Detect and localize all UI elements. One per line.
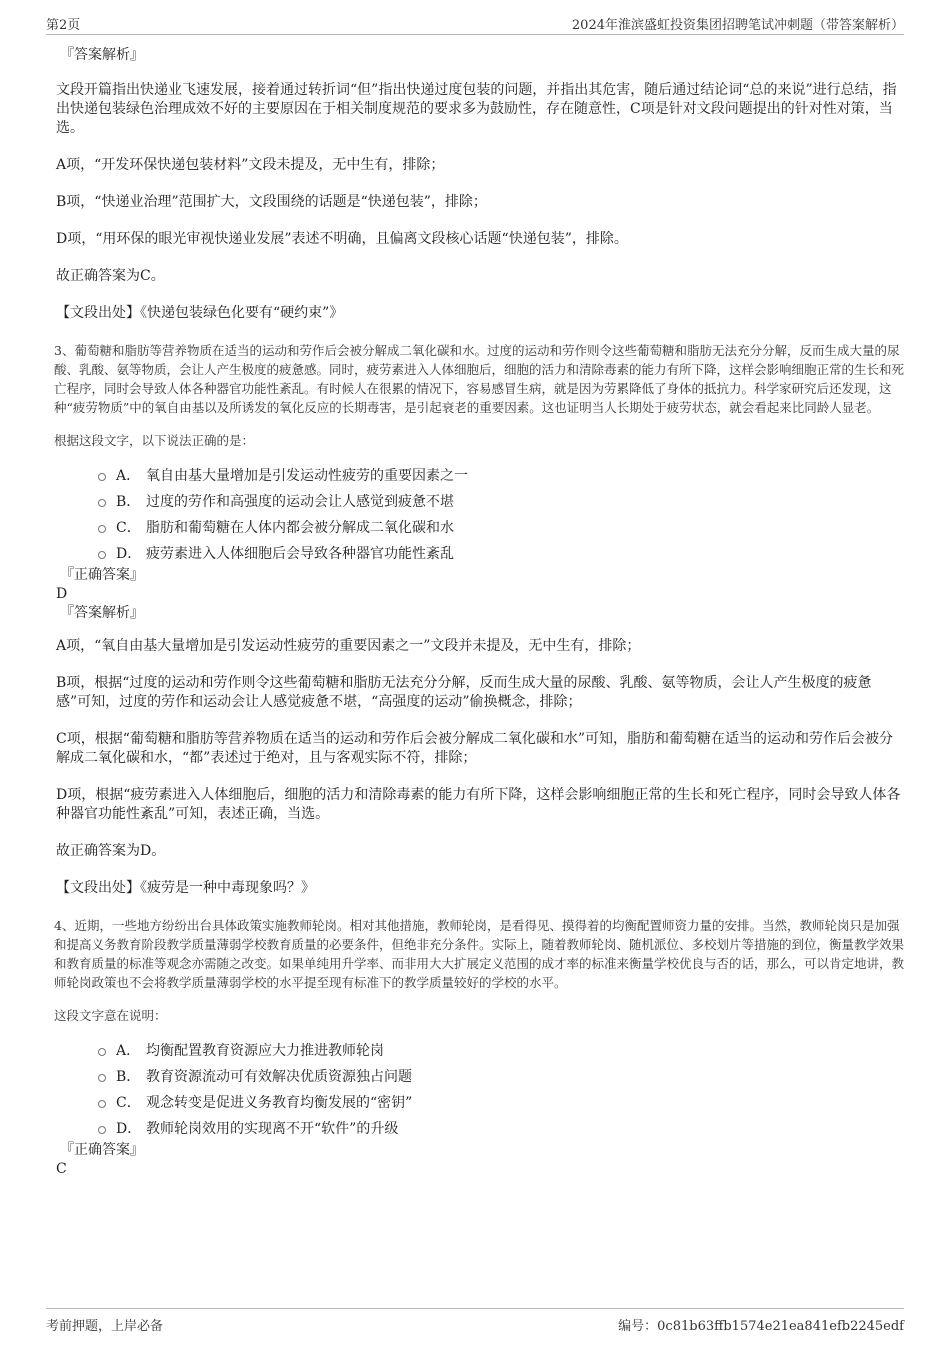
- page-footer: [46, 1308, 904, 1337]
- option-text: 观念转变是促进义务教育均衡发展的“密钥”: [146, 1095, 413, 1111]
- q3-option-b-analysis: B项，根据“过度的运动和劳作则令这些葡萄糖和脂肪无法充分分解，反而生成大量的尿酸、乳酸、氨等物质，会让人产生极度的疲惫感”可知，过度的劳作和运动会让人感觉疲惫不堪，“高强度的运动”偷换概念，排除；: [56, 675, 872, 710]
- q3-option-d-analysis: D项，根据“疲劳素进入人体细胞后，细胞的活力和清除毒素的能力有所下降，这样会影响细胞正常的生长和死亡程序，同时会导致人体各种器官功能性紊乱”可知，表述正确，当选。: [56, 787, 901, 822]
- document-title: 2024年淮滨盛虹投资集团招聘笔试冲刺题（带答案解析）: [571, 18, 904, 33]
- q3-option-b[interactable]: [98, 488, 904, 514]
- q3-option-a[interactable]: [98, 462, 904, 488]
- q3-conclusion: 故正确答案为D。: [56, 843, 166, 859]
- q4-correct-label: 『正确答案』: [60, 1142, 144, 1158]
- option-text: 脂肪和葡萄糖在人体内都会被分解成二氧化碳和水: [146, 520, 454, 536]
- option-letter: B．: [116, 494, 141, 510]
- option-letter: D．: [116, 546, 142, 562]
- q2-option-d-analysis: D项，“用环保的眼光审视快递业发展”表述不明确，且偏离文段核心话题“快递包装”，排除。: [56, 231, 628, 247]
- option-text: 教育资源流动可有效解决优质资源独占问题: [146, 1069, 412, 1085]
- q4-option-a[interactable]: [98, 1037, 904, 1063]
- q2-option-b-analysis: B项，“快递业治理”范围扩大，文段围绕的话题是“快递包装”，排除；: [56, 194, 487, 210]
- radio-icon[interactable]: [98, 1126, 106, 1134]
- q4-correct-value: C: [56, 1161, 67, 1177]
- radio-icon[interactable]: [98, 1048, 106, 1056]
- q2-analysis-label: 『答案解析』: [60, 47, 144, 63]
- page-header: [46, 14, 904, 35]
- option-letter: D．: [116, 1121, 142, 1137]
- q2-option-a-analysis: A项，“开发环保快递包装材料”文段未提及，无中生有，排除；: [56, 157, 445, 173]
- radio-icon[interactable]: [98, 551, 106, 559]
- q3-options: [98, 462, 904, 566]
- q4-option-b[interactable]: [98, 1063, 904, 1089]
- q3-correct-label: 『正确答案』: [60, 567, 144, 583]
- radio-icon[interactable]: [98, 473, 106, 481]
- q3-option-c-analysis: C项，根据“葡萄糖和脂肪等营养物质在适当的运动和劳作后会被分解成二氧化碳和水”可知，脂肪和葡萄糖在适当的运动和劳作后会被分解成二氧化碳和水，“都”表述过于绝对，且与客观实际不符，排除；: [56, 731, 894, 766]
- option-letter: A．: [116, 1043, 141, 1059]
- q2-analysis-text: 文段开篇指出快递业飞速发展，接着通过转折词“但”指出快递过度包装的问题，并指出其危害，随后通过结论词“总的来说”进行总结，指出快递包装绿色治理成效不好的主要原因在于相关制度规范的要求多为鼓励性，存在随意性，C项是针对文段问题提出的针对性对策，当选。: [56, 82, 897, 136]
- option-letter: C．: [116, 1095, 141, 1111]
- q4-option-c[interactable]: [98, 1089, 904, 1115]
- option-letter: B．: [116, 1069, 141, 1085]
- footer-code: [618, 1315, 904, 1334]
- option-text: 过度的劳作和高强度的运动会让人感觉到疲惫不堪: [146, 494, 454, 510]
- radio-icon[interactable]: [98, 499, 106, 507]
- q3-passage: 3、葡萄糖和脂肪等营养物质在适当的运动和劳作后会被分解成二氧化碳和水。过度的运动和劳作则令这些葡萄糖和脂肪无法充分分解，反而生成大量的尿酸、乳酸、氨等物质，会让人产生极度的疲惫感。同时，疲劳素进入人体细胞后，细胞的活力和清除毒素的能力有所下降，这样会影响细胞正常的生长和死亡程序，同时会导致人体各种器官功能性紊乱。有时候人在很累的情况下，容易感冒生病，就是因为劳累降低了身体的抵抗力。科学家研究后还发现，这种“疲劳物质”中的氧自由基以及所诱发的氧化反应的长期毒害，是引起衰老的重要因素。这也证明当人长期处于疲劳状态，就会看起来比同龄人显老。: [54, 343, 905, 415]
- footer-code-value: 0c81b63ffb1574e21ea841efb2245edf: [657, 1319, 904, 1334]
- radio-icon[interactable]: [98, 1074, 106, 1082]
- footer-slogan: 考前押题，上岸必备: [46, 1319, 164, 1334]
- q3-analysis-label: 『答案解析』: [60, 605, 144, 621]
- radio-icon[interactable]: [98, 525, 106, 533]
- q2-conclusion: 故正确答案为C。: [56, 268, 165, 284]
- option-text: 氧自由基大量增加是引发运动性疲劳的重要因素之一: [146, 468, 468, 484]
- q3-question: 根据这段文字，以下说法正确的是：: [54, 433, 255, 448]
- option-text: 疲劳素进入人体细胞后会导致各种器官功能性紊乱: [146, 546, 454, 562]
- q4-passage: 4、近期，一些地方纷纷出台具体政策实施教师轮岗。相对其他措施，教师轮岗，是看得见、摸得着的均衡配置师资力量的安排。当然，教师轮岗只是加强和提高义务教育阶段教学质量薄弱学校教育质量的必要条件，但绝非充分条件。实际上，随着教师轮岗、随机派位、多校划片等措施的到位，衡量教学效果和教育质量的标准等观念亦需随之改变。如果单纯用升学率、而非用大大扩展定义范围的成才率的标准来衡量学校优良与否的话，那么，可以肯定地讲，教师轮岗政策也不会将教学质量薄弱学校的水平提至现有标准下的教学质量较好的学校的水平。: [54, 918, 905, 990]
- q4-option-d[interactable]: [98, 1115, 904, 1141]
- q3-option-a-analysis: A项，“氧自由基大量增加是引发运动性疲劳的重要因素之一”文段并未提及，无中生有，排除；: [56, 638, 641, 654]
- q3-option-c[interactable]: [98, 514, 904, 540]
- option-letter: C．: [116, 520, 141, 536]
- footer-code-label: 编号：: [618, 1319, 658, 1334]
- page-number: 第2页: [46, 18, 81, 33]
- option-letter: A．: [116, 468, 141, 484]
- q4-question: 这段文字意在说明：: [54, 1008, 167, 1023]
- page-content: [56, 46, 904, 1179]
- option-text: 教师轮岗效用的实现离不开“软件”的升级: [146, 1121, 399, 1137]
- option-text: 均衡配置教育资源应大力推进教师轮岗: [146, 1043, 384, 1059]
- q3-option-d[interactable]: [98, 540, 904, 566]
- q4-options: [98, 1037, 904, 1141]
- radio-icon[interactable]: [98, 1100, 106, 1108]
- q2-source: 【文段出处】《快递包装绿色化要有“硬约束”》: [56, 305, 344, 321]
- q3-correct-value: D: [56, 586, 68, 602]
- q3-source: 【文段出处】《疲劳是一种中毒现象吗？》: [56, 880, 315, 896]
